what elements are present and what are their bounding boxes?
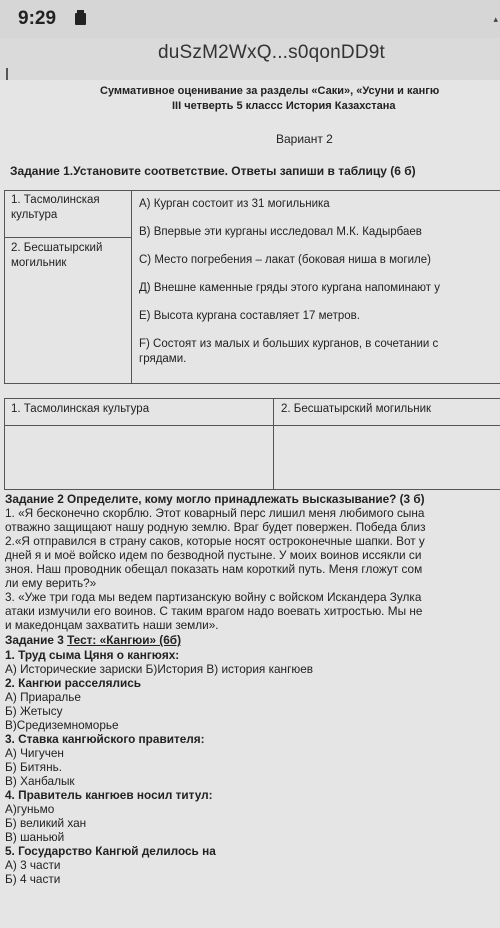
assessment-subheader: III четверть 5 классс История Казахстана <box>172 100 396 112</box>
option-c: С) Место погребения – лакат (боковая ниша в могиле) <box>139 254 431 266</box>
left-item-2-line1: 2. Бесшатырский <box>11 242 103 254</box>
task3-title <box>5 633 181 647</box>
variant-label: Вариант 2 <box>276 132 333 146</box>
left-item-1-line2: культура <box>11 209 58 221</box>
answer-header-1: 1. Тасмолинская культура <box>11 403 150 415</box>
left-item-1 <box>11 193 129 223</box>
option-a: А) Курган состоит из 31 могильника <box>139 198 330 210</box>
question-4: 4. Правитель кангюев носил титул: <box>5 788 213 802</box>
question-5: 5. Государство Кангюй делилось на <box>5 844 216 858</box>
task2-line: ли ему верить?» <box>5 576 97 590</box>
left-item-1-line1: 1. Тасмолинская <box>11 194 100 206</box>
status-time: 9:29 <box>18 8 57 29</box>
status-bar <box>0 0 500 38</box>
option-f-continued: грядами. <box>139 353 187 365</box>
matching-table <box>4 190 500 384</box>
question-1-option: А) Исторические зариски Б)История В) история кангюев <box>5 662 314 676</box>
document-title: duSzM2WxQ...s0qonDD9t <box>158 42 386 63</box>
task2-line: отважно защищают нашу родную землю. Враг будет повержен. Победа близ <box>5 520 426 534</box>
task2-line: 1. «Я бесконечно скорблю. Этот коварный перс лишил меня любимого сына <box>5 506 425 520</box>
task2-line: и македонцам захватить наши земли». <box>5 618 219 632</box>
question-3-option: Б) Битянь. <box>5 760 63 774</box>
task1-title: Задание 1.Установите соответствие. Ответы запиши в таблицу (6 б) <box>10 164 416 178</box>
option-f: F) Состоят из малых и больших курганов, в сочетании с <box>139 338 439 350</box>
left-divider <box>5 237 131 238</box>
task2-title: Задание 2 Определите, кому могло принадлежать высказывание? (3 б) <box>5 492 425 506</box>
answer-row-divider <box>5 425 500 426</box>
task2-line: 2.«Я отправился в страну саков, которые носят остроконечные шапки. Вот у <box>5 534 425 548</box>
document-page[interactable] <box>0 80 500 928</box>
question-4-option: Б) великий хан <box>5 816 87 830</box>
task3-title-prefix: Задание 3 <box>5 633 68 647</box>
matching-left-column <box>5 191 132 383</box>
question-2-option: Б) Жетысу <box>5 704 63 718</box>
question-5-option: А) 3 части <box>5 858 61 872</box>
option-b: В) Впервые эти курганы исследовал М.К. Кадырбаев <box>139 226 422 238</box>
task2-line: дней я и моё войско идем по безводной пустыне. У моих воинов иссякли си <box>5 548 422 562</box>
task3-title-test: Тест: «Кангюи» (6б) <box>67 633 182 647</box>
sd-card-icon <box>75 13 86 25</box>
question-2: 2. Кангюи расселялись <box>5 676 142 690</box>
question-5-option: Б) 4 части <box>5 872 61 886</box>
signal-icon: ▴ <box>493 14 498 24</box>
task2-line: 3. «Уже три года мы ведем партизанскую войну с войском Искандера Зулка <box>5 590 422 604</box>
question-2-option: А) Приаралье <box>5 690 81 704</box>
option-d: Д) Внешне каменные гряды этого кургана напоминают у <box>139 282 440 294</box>
option-e: Е) Высота кургана составляет 17 метров. <box>139 310 360 322</box>
answer-table <box>4 398 500 490</box>
left-item-2-line2: могильник <box>11 257 67 269</box>
question-2-option: В)Средиземноморье <box>5 718 119 732</box>
question-4-option: В) шаньюй <box>5 830 65 844</box>
question-3-option: В) Ханбалык <box>5 774 75 788</box>
assessment-header: Суммативное оценивание за разделы «Саки», «Усуни и кангю <box>100 85 440 97</box>
question-3: 3. Ставка кангюйского правителя: <box>5 732 205 746</box>
question-1: 1. Труд сыма Цяня о кангюях: <box>5 648 180 662</box>
answer-header-2: 2. Бесшатырский могильник <box>281 403 432 415</box>
left-item-2 <box>11 241 129 271</box>
task2-line: зноя. Наш проводник обещал показать нам короткий путь. Меня гложут сом <box>5 562 423 576</box>
answer-column-divider <box>273 399 274 489</box>
question-4-option: А)гуньмо <box>5 802 55 816</box>
task2-line: атаки измучили его воинов. С таким врагом надо воевать хитростью. Мы не <box>5 604 423 618</box>
question-3-option: А) Чигучен <box>5 746 64 760</box>
